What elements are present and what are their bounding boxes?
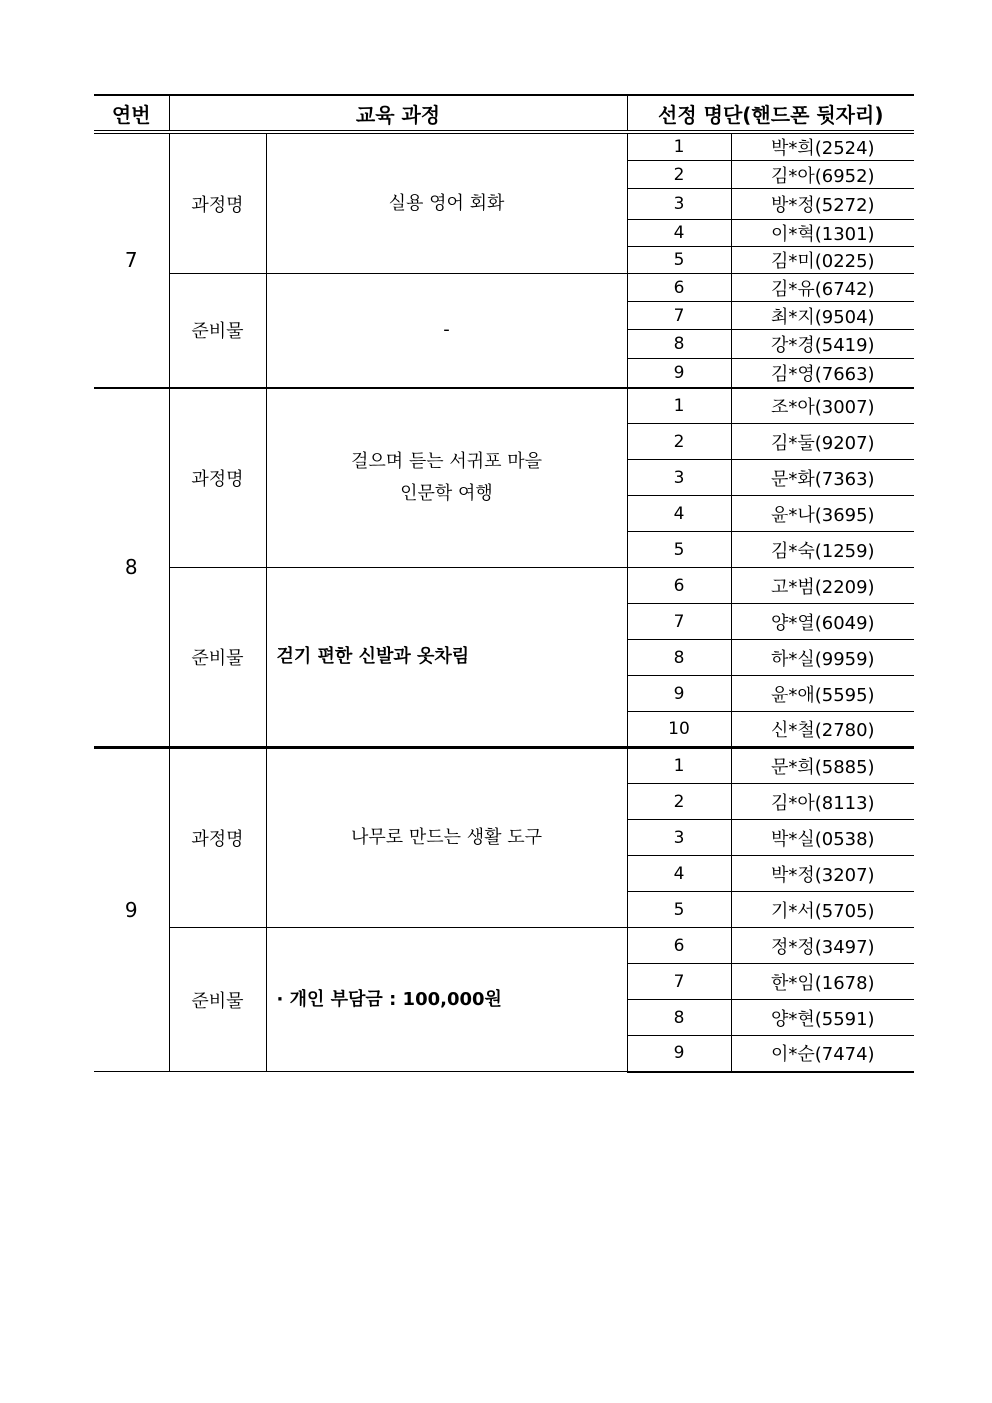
person-no: 9 [627, 359, 731, 388]
person-name: 이*혁(1301) [731, 220, 914, 247]
table-row [94, 388, 914, 424]
person-no: 10 [627, 712, 731, 748]
person-no: 6 [627, 928, 731, 964]
person-name: 고*범(2209) [731, 568, 914, 604]
person-name: 박*희(2524) [731, 132, 914, 161]
group-seq: 7 [94, 132, 169, 388]
header-seq: 연번 [94, 95, 169, 132]
header-course: 교육 과정 [169, 95, 627, 132]
course-label: 과정명 [169, 388, 266, 568]
course-label: 과정명 [169, 748, 266, 928]
person-no: 3 [627, 189, 731, 220]
group-seq: 8 [94, 388, 169, 748]
course-name [266, 388, 627, 568]
person-name: 윤*나(3695) [731, 496, 914, 532]
person-name: 이*순(7474) [731, 1036, 914, 1072]
person-no: 4 [627, 220, 731, 247]
course-label: 과정명 [169, 132, 266, 274]
person-name: 기*서(5705) [731, 892, 914, 928]
person-no: 8 [627, 640, 731, 676]
person-no: 9 [627, 676, 731, 712]
person-no: 2 [627, 424, 731, 460]
person-name: 최*지(9504) [731, 302, 914, 330]
person-name: 양*현(5591) [731, 1000, 914, 1036]
group-seq: 9 [94, 748, 169, 1072]
person-no: 4 [627, 856, 731, 892]
person-no: 1 [627, 748, 731, 784]
prep-content: 걷기 편한 신발과 옷차림 [266, 568, 627, 748]
person-no: 6 [627, 274, 731, 302]
person-no: 7 [627, 604, 731, 640]
person-no: 5 [627, 247, 731, 274]
person-name: 문*화(7363) [731, 460, 914, 496]
course-name-line: 걸으며 듣는 서귀포 마을 [350, 450, 543, 472]
person-name: 김*아(6952) [731, 161, 914, 189]
course-name: 나무로 만드는 생활 도구 [266, 748, 627, 928]
person-name: 김*영(7663) [731, 359, 914, 388]
person-no: 1 [627, 132, 731, 161]
person-name: 정*정(3497) [731, 928, 914, 964]
person-name: 조*아(3007) [731, 388, 914, 424]
prep-label: 준비물 [169, 568, 266, 748]
person-name: 강*경(5419) [731, 330, 914, 359]
selection-table [94, 94, 914, 1073]
table-row [94, 568, 914, 604]
header-selected: 선정 명단(핸드폰 뒷자리) [627, 95, 914, 132]
person-no: 5 [627, 892, 731, 928]
person-name: 김*유(6742) [731, 274, 914, 302]
person-name: 하*실(9959) [731, 640, 914, 676]
person-name: 김*미(0225) [731, 247, 914, 274]
person-no: 4 [627, 496, 731, 532]
person-no: 1 [627, 388, 731, 424]
prep-content: · 개인 부담금 : 100,000원 [266, 928, 627, 1072]
person-no: 9 [627, 1036, 731, 1072]
person-name: 김*둘(9207) [731, 424, 914, 460]
person-no: 3 [627, 460, 731, 496]
person-name: 박*실(0538) [731, 820, 914, 856]
table-row [94, 748, 914, 784]
person-no: 8 [627, 330, 731, 359]
person-no: 2 [627, 161, 731, 189]
person-name: 한*임(1678) [731, 964, 914, 1000]
person-no: 7 [627, 302, 731, 330]
prep-label: 준비물 [169, 928, 266, 1072]
person-no: 6 [627, 568, 731, 604]
person-no: 8 [627, 1000, 731, 1036]
person-no: 2 [627, 784, 731, 820]
table-row [94, 274, 914, 302]
person-name: 양*열(6049) [731, 604, 914, 640]
person-no: 5 [627, 532, 731, 568]
table-row [94, 928, 914, 964]
person-name: 방*정(5272) [731, 189, 914, 220]
table-row [94, 132, 914, 161]
prep-label: 준비물 [169, 274, 266, 388]
header-row [94, 95, 914, 132]
prep-content: - [266, 274, 627, 388]
person-name: 김*숙(1259) [731, 532, 914, 568]
person-name: 박*정(3207) [731, 856, 914, 892]
person-no: 3 [627, 820, 731, 856]
person-name: 신*철(2780) [731, 712, 914, 748]
person-name: 김*아(8113) [731, 784, 914, 820]
person-no: 7 [627, 964, 731, 1000]
course-name-line: 인문학 여행 [400, 482, 493, 504]
person-name: 문*희(5885) [731, 748, 914, 784]
course-name: 실용 영어 회화 [266, 132, 627, 274]
person-name: 윤*애(5595) [731, 676, 914, 712]
